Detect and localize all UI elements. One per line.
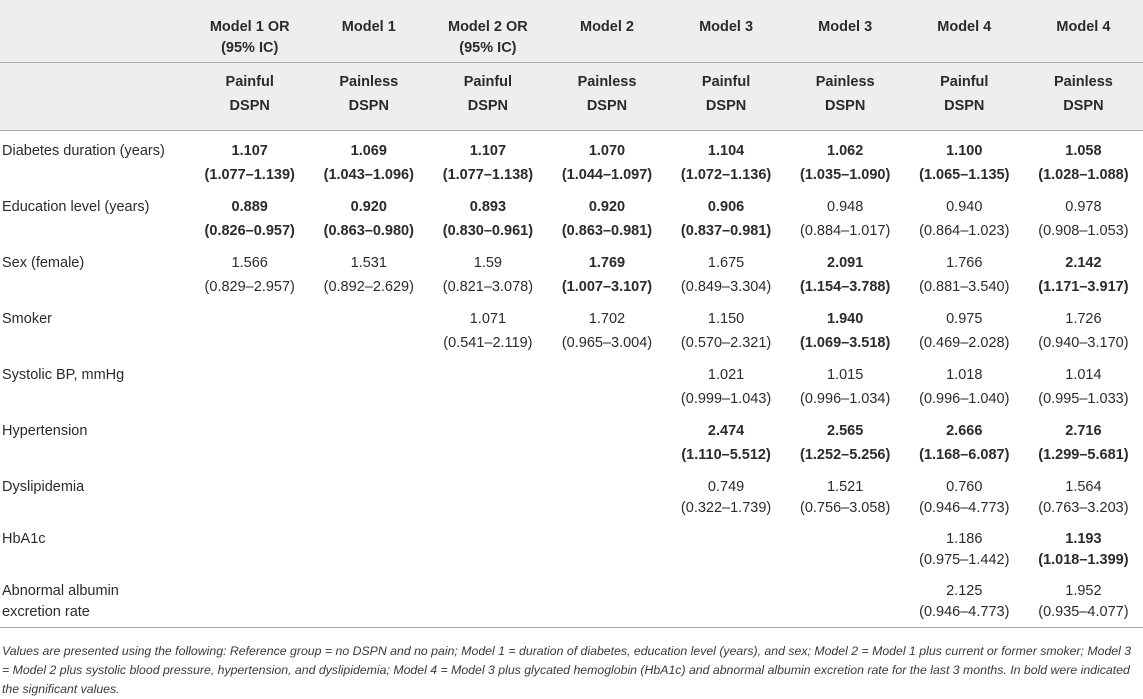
odds-ratio-value: 1.702 [588,311,626,327]
odds-ratio-value: 2.716 [1065,423,1102,439]
confidence-interval: (1.168–6.087) [919,447,1010,463]
confidence-interval: (0.996–1.034) [800,391,891,407]
row-label [0,571,190,628]
table-cell [667,519,786,571]
odds-ratio-value: 1.952 [1065,583,1102,599]
table-cell [786,355,905,411]
confidence-interval: (0.965–3.004) [561,335,653,351]
confidence-interval: (0.830–0.961) [442,223,534,239]
odds-ratio-value: 1.107 [231,143,268,159]
table-cell [190,467,309,519]
confidence-interval: (0.995–1.033) [1038,391,1129,407]
table-cell [309,571,428,628]
header-group: Painless DSPN [309,63,428,131]
confidence-interval: (0.940–3.170) [1038,335,1129,351]
table-cell [547,299,666,355]
confidence-interval: (0.469–2.028) [919,335,1010,351]
table-footnote: Values are presented using the following: Reference group = no DSPN and no pain; Model 1 = duration of diabetes, education level (years), and sex; Model 2 = Model 1 plus current or former smoker; Model 3 = Model 2 plus systolic blood pressure, hypertension, and dyslipidemia; Model 4 = Model 3 plus glycated hemoglobin (HbA1c) and abnormal albumin excretion rate for the last 3 months. In bold were indicated the significant values. [2,644,1132,696]
confidence-interval: (0.829–2.957) [204,279,295,295]
table-cell [547,571,666,628]
table-cell [667,411,786,467]
confidence-interval: (1.044–1.097) [561,167,653,183]
odds-ratio-value: 1.59 [473,255,502,271]
table-cell [786,299,905,355]
table-header [0,0,1143,131]
table-cell [547,519,666,571]
odds-ratio-value: 1.193 [1065,531,1102,547]
table-cell [428,467,547,519]
confidence-interval: (1.299–5.681) [1038,447,1129,463]
table-cell [667,187,786,243]
table-row [0,519,1143,571]
table-cell [190,355,309,411]
row-label: Education level (years) [2,199,150,215]
odds-ratio-value: 2.091 [827,255,864,271]
table-body [0,131,1143,628]
odds-ratio-value: 1.062 [827,143,864,159]
confidence-interval: (0.935–4.077) [1038,604,1129,620]
row-label: Diabetes duration (years) [2,143,165,159]
odds-ratio-value: 0.760 [946,479,983,495]
odds-ratio-value: 2.474 [707,423,745,439]
table-cell [786,411,905,467]
header-group: Painful DSPN [667,63,786,131]
confidence-interval: (0.975–1.442) [919,552,1010,568]
header-group: Painless DSPN [786,63,905,131]
table-cell [667,571,786,628]
table-cell [428,519,547,571]
confidence-interval: (1.065–1.135) [919,167,1010,183]
table-cell [786,131,905,188]
table-cell [905,571,1024,628]
confidence-interval: (0.322–1.739) [680,500,772,516]
table-cell [786,243,905,299]
table-cell [786,187,905,243]
header-model: Model 1 [309,0,428,63]
odds-ratio-value: 1.150 [707,311,745,327]
table-row [0,243,1143,299]
table-cell [1024,467,1143,519]
confidence-interval: (0.946–4.773) [919,604,1010,620]
odds-ratio-value: 1.531 [350,255,387,271]
odds-ratio-value: 0.920 [588,199,626,215]
table-row [0,187,1143,243]
confidence-interval: (0.863–0.981) [561,223,653,239]
row-label: Sex (female) [2,255,85,271]
confidence-interval: (1.018–1.399) [1038,552,1129,568]
table-cell [905,519,1024,571]
odds-ratio-value: 0.948 [827,199,864,215]
header-group: Painful DSPN [190,63,309,131]
table-cell [428,187,547,243]
row-label: Hypertension [2,423,88,439]
table-row [0,131,1143,188]
confidence-interval: (0.884–1.017) [800,223,891,239]
odds-ratio-value: 1.015 [827,367,864,383]
odds-ratio-value: 2.666 [946,423,983,439]
header-model: Model 3 [667,0,786,63]
table-cell [667,299,786,355]
odds-ratio-value: 1.186 [946,531,983,547]
odds-ratio-value: 0.940 [946,199,983,215]
row-label: HbA1c [2,531,46,547]
table-cell [905,299,1024,355]
odds-ratio-value: 1.069 [350,143,387,159]
table-cell [786,467,905,519]
table-cell [905,355,1024,411]
header-group: Painless DSPN [547,63,666,131]
confidence-interval: (0.837–0.981) [680,223,772,239]
table-cell [190,411,309,467]
row-label: Systolic BP, mmHg [2,367,125,383]
table-cell [905,131,1024,188]
table-cell [547,187,666,243]
table-cell [428,299,547,355]
odds-ratio-value: 1.058 [1065,143,1102,159]
odds-ratio-value: 2.142 [1065,255,1102,271]
confidence-interval: (0.541–2.119) [443,335,533,351]
confidence-interval: (1.077–1.139) [204,167,295,183]
header-model: Model 4 [905,0,1024,63]
odds-ratio-value: 0.920 [350,199,387,215]
confidence-interval: (1.007–3.107) [561,279,653,295]
table-cell [190,519,309,571]
table-cell [190,131,309,188]
confidence-interval: (1.072–1.136) [680,167,772,183]
confidence-interval: (1.110–5.512) [681,447,771,463]
table-cell [667,243,786,299]
table-cell [309,243,428,299]
table-cell [547,467,666,519]
confidence-interval: (0.763–3.203) [1038,500,1129,516]
table-cell [667,355,786,411]
table-cell [1024,187,1143,243]
odds-ratio-value: 1.021 [707,367,745,383]
confidence-interval: (1.154–3.788) [800,279,891,295]
confidence-interval: (1.077–1.138) [442,167,534,183]
table-cell [428,411,547,467]
header-model: Model 4 [1024,0,1143,63]
confidence-interval: (0.999–1.043) [680,391,772,407]
table-cell [667,131,786,188]
table-cell [905,187,1024,243]
table-cell [786,519,905,571]
confidence-interval: (0.881–3.540) [919,279,1010,295]
header-corner [0,0,190,63]
table-cell [309,411,428,467]
confidence-interval: (0.863–0.980) [323,223,414,239]
odds-ratio-value: 0.889 [231,199,268,215]
header-model: Model 1 OR (95% IC) [190,0,309,63]
confidence-interval: (0.570–2.321) [680,335,772,351]
confidence-interval: (0.996–1.040) [919,391,1010,407]
header-model: Model 2 OR (95% IC) [428,0,547,63]
table-row [0,467,1143,519]
table-cell [1024,519,1143,571]
confidence-interval: (1.171–3.917) [1038,279,1129,295]
table-cell [1024,131,1143,188]
odds-ratio-value: 1.566 [231,255,268,271]
table-cell [667,467,786,519]
odds-ratio-value: 1.100 [946,143,983,159]
odds-ratio-value: 1.940 [827,311,864,327]
table-row [0,355,1143,411]
odds-ratio-value: 1.521 [827,479,864,495]
odds-ratio-value: 0.906 [707,199,745,215]
table-cell [309,187,428,243]
confidence-interval: (0.864–1.023) [919,223,1010,239]
table-cell [905,243,1024,299]
table-row [0,299,1143,355]
table-cell [309,519,428,571]
odds-ratio-value: 0.749 [707,479,745,495]
odds-ratio-value: 1.766 [946,255,983,271]
table-cell [190,187,309,243]
table-cell [547,355,666,411]
odds-ratio-value: 1.071 [469,311,507,327]
confidence-interval: (0.908–1.053) [1038,223,1129,239]
header-model: Model 2 [547,0,666,63]
table-cell [190,243,309,299]
odds-ratio-value: 1.675 [707,255,745,271]
table-cell [428,243,547,299]
header-row-groups [0,63,1143,131]
odds-ratio-value: 2.565 [827,423,864,439]
header-row-models [0,0,1143,63]
confidence-interval: (1.069–3.518) [800,335,891,351]
table-cell [1024,299,1143,355]
confidence-interval: (1.252–5.256) [800,447,891,463]
table-cell [190,299,309,355]
odds-ratio-value: 0.893 [469,199,507,215]
confidence-interval: (1.028–1.088) [1038,167,1129,183]
odds-ratio-value: 1.726 [1065,311,1102,327]
row-label-text: Abnormal albumin excretion rate [2,583,119,620]
confidence-interval: (0.849–3.304) [680,279,772,295]
header-group: Painless DSPN [1024,63,1143,131]
confidence-interval: (0.826–0.957) [204,223,295,239]
odds-ratio-value: 1.769 [588,255,626,271]
odds-ratio-value: 1.107 [469,143,507,159]
header-group: Painful DSPN [905,63,1024,131]
table-cell [547,243,666,299]
table-cell [547,131,666,188]
confidence-interval: (0.756–3.058) [800,500,891,516]
table-cell [309,355,428,411]
table-cell [309,131,428,188]
table-cell [1024,355,1143,411]
table-cell [1024,243,1143,299]
table-cell [428,355,547,411]
odds-ratio-value: 1.018 [946,367,983,383]
table-cell [309,299,428,355]
header-model: Model 3 [786,0,905,63]
table-cell [547,411,666,467]
header-group: Painful DSPN [428,63,547,131]
odds-ratio-value: 0.978 [1065,199,1102,215]
table-cell [1024,571,1143,628]
table-cell [905,467,1024,519]
table-cell [428,131,547,188]
table-row [0,571,1143,628]
odds-ratio-value: 1.564 [1065,479,1102,495]
confidence-interval: (1.043–1.096) [323,167,414,183]
confidence-interval: (1.035–1.090) [800,167,891,183]
odds-ratio-value: 2.125 [946,583,983,599]
odds-ratio-value: 0.975 [946,311,983,327]
confidence-interval: (0.892–2.629) [323,279,414,295]
table-cell [190,571,309,628]
header-corner-2 [0,63,190,131]
odds-ratio-value: 1.070 [588,143,626,159]
confidence-interval: (0.821–3.078) [442,279,534,295]
table-cell [786,571,905,628]
table-cell [309,467,428,519]
confidence-interval: (0.946–4.773) [919,500,1010,516]
odds-ratio-value: 1.104 [707,143,745,159]
table-row [0,411,1143,467]
row-label: Smoker [2,311,52,327]
table-cell [1024,411,1143,467]
odds-ratio-value: 1.014 [1065,367,1102,383]
table-cell [428,571,547,628]
row-label: Dyslipidemia [2,479,85,495]
table-cell [905,411,1024,467]
